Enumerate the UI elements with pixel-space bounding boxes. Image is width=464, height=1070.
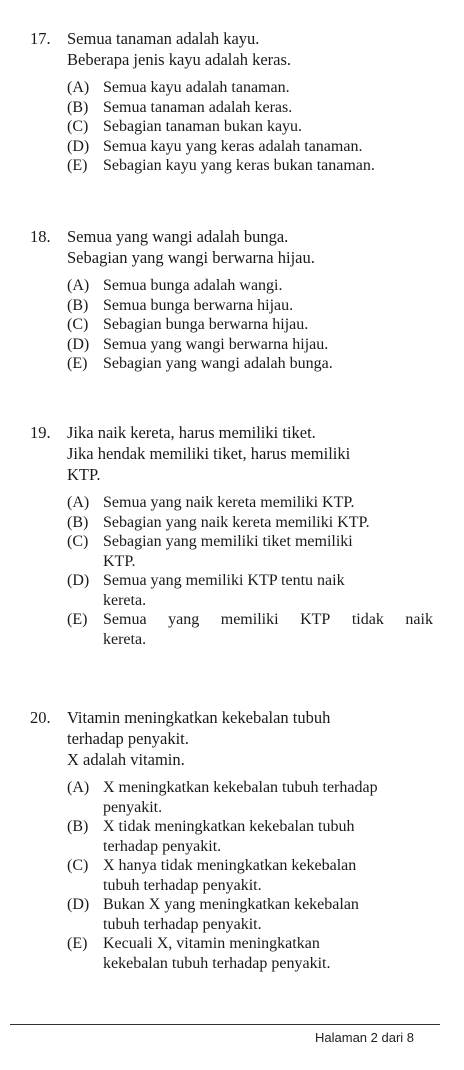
option-b: [67, 817, 440, 856]
question-number: 19.: [30, 423, 51, 442]
stem-line: Semua tanaman adalah kayu.: [67, 29, 260, 48]
option-word: naik: [405, 611, 433, 628]
option-letter: (C): [67, 857, 89, 874]
option-text: Sebagian yang wangi adalah bunga.: [103, 355, 333, 372]
option-d: [67, 895, 440, 934]
option-letter: (A): [67, 79, 90, 96]
option-b: [67, 98, 440, 118]
option-text: Semua yang naik kereta memiliki KTP.: [103, 494, 355, 511]
option-a: [67, 78, 440, 98]
option-word: memiliki: [220, 611, 279, 628]
question-19: [30, 422, 440, 649]
option-letter: (E): [67, 611, 88, 628]
option-d: [67, 571, 440, 610]
option-e: [67, 934, 440, 973]
option-letter: (B): [67, 513, 89, 531]
option-text: terhadap penyakit.: [103, 837, 222, 855]
option-text: Semua yang memiliki KTP tentu naik: [103, 572, 345, 589]
footer-divider: [10, 1024, 440, 1025]
option-b: [67, 296, 440, 316]
option-letter: (B): [67, 818, 89, 835]
option-letter: (C): [67, 118, 89, 135]
option-text: tubuh terhadap penyakit.: [103, 915, 262, 933]
option-letter: (B): [67, 98, 89, 116]
option-text: Semua kayu adalah tanaman.: [103, 79, 290, 96]
option-word: yang: [168, 611, 200, 628]
option-text: Semua bunga berwarna hijau.: [103, 296, 294, 314]
question-number: 20.: [30, 708, 51, 727]
option-text: Semua tanaman adalah keras.: [103, 98, 293, 116]
option-text: tubuh terhadap penyakit.: [103, 876, 262, 894]
option-e: [67, 610, 440, 649]
option-letter: (D): [67, 137, 90, 155]
stem-line: Semua yang wangi adalah bunga.: [67, 227, 289, 246]
option-letter: (E): [67, 935, 88, 952]
stem-line: X adalah vitamin.: [67, 750, 185, 769]
option-text: Kecuali X, vitamin meningkatkan: [103, 935, 320, 952]
option-text: kekebalan tubuh terhadap penyakit.: [103, 954, 331, 972]
option-letter: (E): [67, 355, 88, 372]
option-a: [67, 493, 440, 513]
stem-line: Vitamin meningkatkan kekebalan tubuh: [67, 708, 331, 727]
option-text: Bukan X yang meningkatkan kekebalan: [103, 896, 359, 913]
option-text: kereta.: [103, 630, 147, 648]
option-text: Semua kayu yang keras adalah tanaman.: [103, 137, 363, 155]
question-17: [30, 28, 440, 176]
question-stem: [30, 707, 440, 770]
stem-line: Jika naik kereta, harus memiliki tiket.: [67, 423, 316, 442]
option-e: [67, 354, 440, 374]
option-text: X hanya tidak meningkatkan kekebalan: [103, 857, 357, 874]
stem-line: Jika hendak memiliki tiket, harus memiliki: [67, 444, 351, 463]
stem-line: Sebagian yang wangi berwarna hijau.: [67, 248, 315, 267]
question-stem: [30, 226, 440, 268]
page-number: Halaman 2 dari 8: [315, 1030, 414, 1045]
option-text: X meningkatkan kekebalan tubuh terhadap: [103, 779, 378, 796]
option-letter: (D): [67, 335, 90, 353]
question-number: 18.: [30, 227, 51, 246]
option-a: [67, 778, 440, 817]
stem-line: KTP.: [67, 465, 101, 484]
option-text: Sebagian yang memiliki tiket memiliki: [103, 533, 353, 550]
option-letter: (D): [67, 896, 90, 913]
question-number: 17.: [30, 29, 51, 48]
option-letter: (E): [67, 157, 88, 174]
stem-line: Beberapa jenis kayu adalah keras.: [67, 50, 292, 69]
option-c: [67, 315, 440, 335]
option-word: Semua: [103, 611, 147, 628]
option-letter: (A): [67, 277, 90, 294]
option-letter: (A): [67, 779, 90, 796]
option-c: [67, 856, 440, 895]
option-letter: (D): [67, 572, 90, 589]
option-text: KTP.: [103, 552, 136, 570]
question-stem: [30, 28, 440, 70]
option-word: tidak: [351, 611, 384, 628]
option-text: Sebagian yang naik kereta memiliki KTP.: [103, 513, 370, 531]
option-text: Sebagian tanaman bukan kayu.: [103, 118, 303, 135]
option-d: [67, 137, 440, 157]
question-stem: [30, 422, 440, 485]
answer-options: [30, 778, 440, 973]
option-letter: (A): [67, 494, 90, 511]
option-text: Sebagian kayu yang keras bukan tanaman.: [103, 157, 375, 174]
option-text: Sebagian bunga berwarna hijau.: [103, 316, 309, 333]
option-text: kereta.: [103, 591, 147, 609]
option-text: Semua bunga adalah wangi.: [103, 277, 283, 294]
answer-options: [30, 493, 440, 649]
option-word: KTP: [300, 611, 331, 628]
option-letter: (C): [67, 533, 89, 550]
option-text: [103, 610, 433, 630]
answer-options: [30, 276, 440, 374]
option-text: Semua yang wangi berwarna hijau.: [103, 335, 329, 353]
option-a: [67, 276, 440, 296]
option-letter: (B): [67, 296, 89, 314]
question-18: [30, 226, 440, 374]
option-text: X tidak meningkatkan kekebalan tubuh: [103, 818, 355, 835]
question-20: [30, 707, 440, 973]
option-c: [67, 532, 440, 571]
option-letter: (C): [67, 316, 89, 333]
option-e: [67, 156, 440, 176]
option-text: penyakit.: [103, 798, 163, 816]
option-b: [67, 513, 440, 533]
answer-options: [30, 78, 440, 176]
option-d: [67, 335, 440, 355]
stem-line: terhadap penyakit.: [67, 729, 189, 748]
option-c: [67, 117, 440, 137]
